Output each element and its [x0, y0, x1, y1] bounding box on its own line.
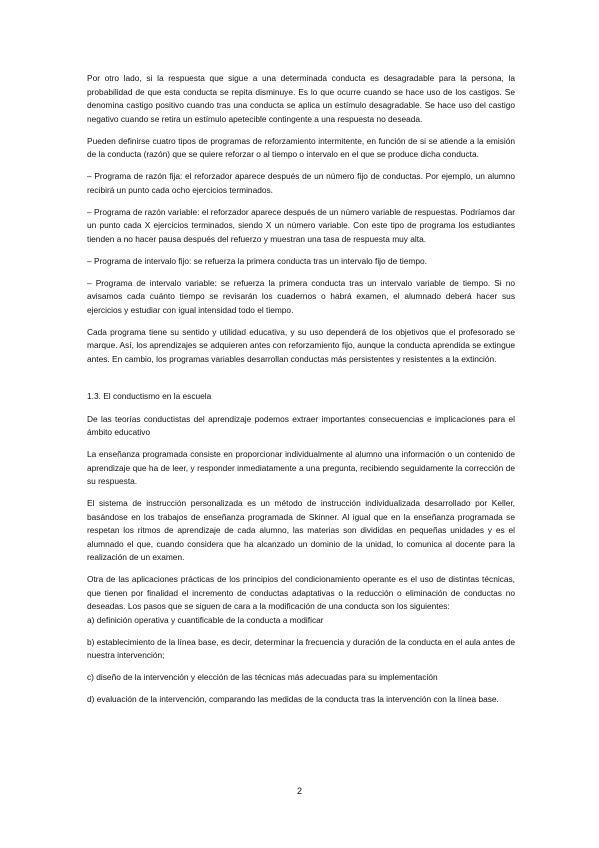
paragraph-teorias: De las teorías conductistas del aprendizaje podemos extraer importantes consecuencias e implicaciones para el ámbito educativo: [87, 413, 515, 437]
page-content: [87, 72, 515, 715]
paragraph-razon-variable: – Programa de razón variable: el reforzador aparece después de un número variable de respuestas. Podríamos dar un punto cada X ejercicios terminados, siendo X un número variable. Con este tipo de programa los estudiantes tienden a no hacer pausa después del refuerzo y muestran una tasa de respuesta muy alta.: [87, 206, 515, 244]
list-item-b: b) establecimiento de la línea base, es decir, determinar la frecuencia y duración de la conducta en el aula antes de nuestra intervención;: [87, 636, 515, 660]
paragraph-programas-intro: Pueden definirse cuatro tipos de programas de reforzamiento intermitente, en función de si se atiende a la emisión de la conducta (razón) que se quiere reforzar o al tiempo o intervalo en el que se produce dicha conducta.: [87, 135, 515, 159]
paragraph-razon-fija: – Programa de razón fija: el reforzador aparece después de un número fijo de conductas. Por ejemplo, un alumno recibirá un punto cada ocho ejercicios terminados.: [87, 171, 515, 195]
paragraph-intervalo-variable: – Programa de intervalo variable: se refuerza la primera conducta tras un intervalo variable de tiempo. Si no avisamos cada cuánto tiempo se revisarán los cuadernos o habrá examen, el alumnado deberá hacer sus ejercicios y estudiar con igual intensidad todo el tiempo.: [87, 277, 515, 315]
list-item-c: c) diseño de la intervención y elección de las técnicas más adecuadas para su implementación: [87, 672, 438, 682]
paragraph-aplicaciones: Otra de las aplicaciones prácticas de los principios del condicionamiento operante es el uso de distintas técnicas, que tienen por finalidad el incremento de conductas adaptativas o la reducción o eliminación de conductas no deseadas. Los pasos que se siguen de cara a la modificación de una conducta son los siguientes:: [87, 574, 515, 611]
section-title: 1.3. El conductismo en la escuela: [87, 391, 212, 401]
page-number: 2: [296, 786, 302, 796]
paragraph-cada-programa: Cada programa tiene su sentido y utilidad educativa, y su uso dependerá de los objetivos que el profesorado se marque. Así, los aprendizajes se adquieren antes con reforzamiento fijo, aunque la conducta aprendida se extingue antes. En cambio, los programas variables desarrollan conductas más persistentes y resistentes a la extinción.: [87, 326, 515, 364]
paragraph-intervalo-fijo: – Programa de intervalo fijo: se refuerza la primera conducta tras un intervalo fijo de tiempo.: [87, 255, 427, 266]
list-item-d: d) evaluación de la intervención, comparando las medidas de la conducta tras la intervención con la línea base.: [87, 694, 499, 704]
paragraph-instruccion-personalizada: El sistema de instrucción personalizada es un método de instrucción individualizada desarrollado por Keller, basándose en los trabajos de enseñanza programada de Skinner. Al igual que en la enseñanza programada se respetan los ritmos de aprendizaje de cada alumno, las materias son divididas en pequeñas unidades y es el alumnado el que, cuando considera que ha alcanzado un dominio de la unidad, lo comunica al docente para la realización de un examen.: [87, 498, 515, 562]
paragraph-ensenanza-programada: La enseñanza programada consiste en proporcionar individualmente al alumno una información o un contenido de aprendizaje que ha de leer, y responder inmediatamente a una pregunta, recibiendo seguidamente la corrección de su respuesta.: [87, 449, 515, 486]
list-item-a: a) definición operativa y cuantificable de la conducta a modificar: [87, 614, 324, 625]
paragraph-castigo: Por otro lado, si la respuesta que sigue a una determinada conducta es desagradable para la persona, la probabilidad de que esta conducta se repita disminuye. Es lo que ocurre cuando se hace uso de los castigos. Se denomina castigo positivo cuando tras una conducta se aplica un estímulo desagradable. Se hace uso del castigo negativo cuando se retira un estímulo apetecible contingente a una respuesta no deseada.: [87, 73, 515, 124]
